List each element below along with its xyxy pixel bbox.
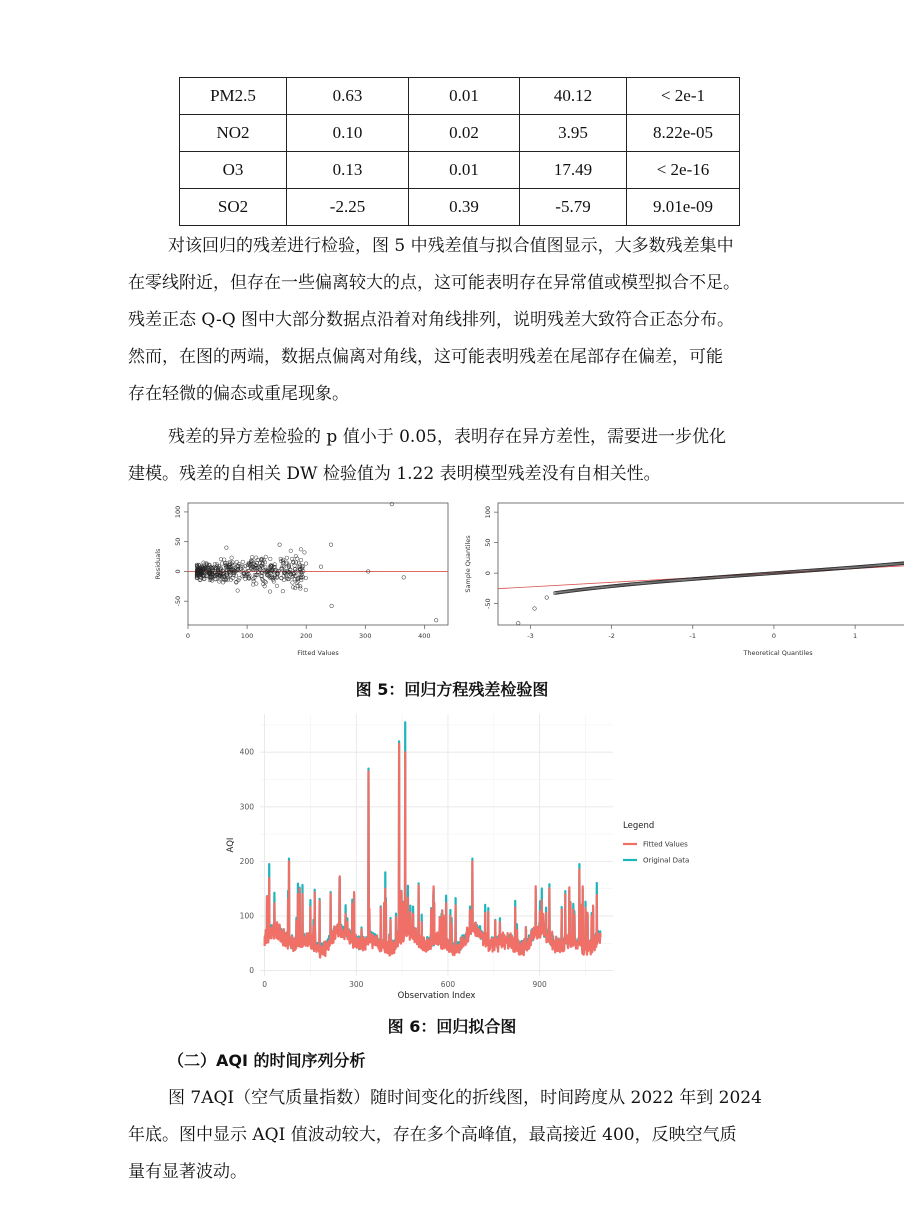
- table-cell: 3.95: [520, 115, 627, 152]
- residual-point: [293, 568, 297, 572]
- table-row: [180, 189, 740, 226]
- qq-y-tick-label: -50: [484, 598, 492, 609]
- residual-point: [235, 560, 239, 564]
- residual-point: [280, 576, 284, 580]
- table-cell: PM2.5: [180, 78, 287, 115]
- residual-point: [293, 586, 297, 590]
- qq-x-tick-label: 1: [853, 632, 858, 640]
- residuals-points: [195, 502, 438, 622]
- table-cell: NO2: [180, 115, 287, 152]
- figure-6-fit-chart: [225, 706, 705, 1002]
- residual-point: [299, 578, 303, 582]
- paragraph-line: 建模。残差的自相关 DW 检验值为 1.22 表明模型残差没有自相关性。: [128, 464, 661, 484]
- residual-point: [304, 588, 308, 592]
- table-cell: 0.39: [409, 189, 520, 226]
- residuals-x-axis-label: Fitted Values: [297, 649, 339, 657]
- aqi-y-tick-label: 0: [249, 966, 254, 976]
- residual-point: [289, 549, 293, 553]
- residual-point: [291, 581, 295, 585]
- table-cell: -2.25: [287, 189, 409, 226]
- residual-point: [293, 577, 297, 581]
- table-cell: 0.13: [287, 152, 409, 189]
- residual-point: [268, 557, 272, 561]
- residual-outlier-point: [278, 543, 282, 547]
- heteroscedasticity-paragraph: [128, 419, 792, 493]
- residuals-x-tick-label: 0: [185, 632, 191, 640]
- residuals-y-tick-label: 100: [174, 505, 182, 519]
- residual-point: [251, 583, 255, 587]
- residual-point: [282, 578, 286, 582]
- paragraph-line: 对该回归的残差进行检验，图 5 中残差值与拟合值图显示，大多数残差集中: [168, 236, 734, 256]
- table-cell: 0.02: [409, 115, 520, 152]
- residuals-y-axis-label: Residuals: [154, 548, 162, 580]
- table-cell: -5.79: [520, 189, 627, 226]
- residual-point: [268, 590, 272, 594]
- residual-point: [217, 580, 221, 584]
- residual-outlier-point: [319, 565, 323, 569]
- qq-tail-point: [516, 621, 520, 625]
- paragraph-line: 图 7AQI（空气质量指数）随时间变化的折线图，时间跨度从 2022 年到 2024: [168, 1088, 762, 1108]
- paragraph-line: 年底。图中显示 AQI 值波动较大，存在多个高峰值，最高接近 400，反映空气质: [128, 1125, 737, 1145]
- residual-outlier-point: [330, 604, 334, 608]
- coefficient-table-body: [180, 78, 740, 226]
- residual-point: [230, 556, 234, 560]
- residuals-x-tick-label: 100: [240, 632, 254, 640]
- qq-x-tick-label: -1: [689, 632, 697, 640]
- table-cell: SO2: [180, 189, 287, 226]
- aqi-x-tick-label: 900: [532, 980, 547, 989]
- residual-point: [275, 584, 279, 588]
- qq-tail-point: [545, 596, 549, 600]
- residual-point: [285, 556, 289, 560]
- qq-y-tick-label: 0: [484, 571, 492, 576]
- time-series-paragraph: [128, 1080, 792, 1191]
- aqi-y-tick-label: 300: [239, 802, 254, 812]
- residual-point: [304, 562, 308, 566]
- paragraph-line: 在零线附近，但存在一些偏离较大的点，这可能表明存在异常值或模型拟合不足。: [128, 273, 740, 293]
- residuals-y-tick-label: 50: [174, 537, 182, 546]
- aqi-y-axis-label: AQI: [226, 837, 236, 853]
- paragraph-line: 残差正态 Q-Q 图中大部分数据点沿着对角线排列，说明残差大致符合正态分布。: [128, 310, 735, 330]
- table-cell: 0.63: [287, 78, 409, 115]
- aqi-y-tick-label: 200: [239, 856, 254, 866]
- qq-y-axis-label: Sample Quantiles: [464, 535, 472, 593]
- paragraph-line: 量有显著波动。: [128, 1162, 247, 1182]
- aqi-x-tick-label: 300: [349, 980, 364, 989]
- table-cell: < 2e-16: [627, 152, 740, 189]
- residual-outlier-point: [225, 546, 229, 550]
- table-row: [180, 152, 740, 189]
- residual-point: [303, 551, 307, 555]
- figure-6-caption: 图 6：回归拟合图: [387, 1017, 517, 1036]
- qq-reference-line: [498, 557, 904, 589]
- paragraph-line: 然而，在图的两端，数据点偏离对角线，这可能表明残差在尾部存在偏差，可能: [128, 347, 723, 367]
- aqi-x-tick-label: 600: [440, 980, 456, 989]
- table-cell: 17.49: [520, 152, 627, 189]
- table-cell: 9.01e-09: [627, 189, 740, 226]
- qq-tail-point: [533, 607, 537, 611]
- residual-point: [241, 560, 245, 564]
- figure-5-caption: 图 5：回归方程残差检验图: [355, 680, 549, 699]
- residual-outlier-point: [329, 543, 333, 547]
- table-cell: 0.01: [409, 78, 520, 115]
- section-heading: （二）AQI 的时间序列分析: [168, 1051, 366, 1070]
- legend-title: Legend: [623, 821, 655, 831]
- residuals-x-tick-label: 200: [299, 632, 313, 640]
- qq-x-tick-label: 0: [771, 632, 777, 640]
- legend-label: Original Data: [643, 856, 690, 865]
- table-cell: 8.22e-05: [627, 115, 740, 152]
- qq-plot-frame: [498, 503, 904, 625]
- residual-point: [264, 555, 268, 559]
- table-row: [180, 78, 740, 115]
- residual-outlier-point: [434, 618, 438, 622]
- qq-y-tick-label: 50: [484, 538, 492, 547]
- residual-analysis-paragraph: [128, 228, 792, 413]
- aqi-x-axis-label: Observation Index: [397, 991, 476, 1001]
- residual-outlier-point: [298, 585, 302, 589]
- residual-point: [281, 589, 285, 593]
- residuals-y-tick-label: 0: [174, 569, 182, 574]
- aqi-y-tick-label: 400: [239, 747, 254, 757]
- residual-point: [291, 586, 295, 590]
- residual-outlier-point: [402, 576, 406, 580]
- aqi-x-tick-label: 0: [262, 980, 267, 989]
- paragraph-line: 存在轻微的偏态或重尾现象。: [128, 384, 349, 404]
- aqi-y-tick-label: 100: [239, 911, 254, 921]
- residual-point: [299, 548, 303, 552]
- table-cell: 0.01: [409, 152, 520, 189]
- qq-x-tick-label: -2: [608, 632, 615, 640]
- residual-point: [250, 555, 254, 559]
- residual-point: [236, 589, 240, 593]
- residuals-x-tick-label: 300: [359, 632, 372, 640]
- table-cell: < 2e-1: [627, 78, 740, 115]
- table-cell: 40.12: [520, 78, 627, 115]
- qq-x-axis-label: Theoretical Quantiles: [743, 649, 813, 657]
- residuals-y-tick-label: -50: [174, 595, 182, 607]
- table-row: [180, 115, 740, 152]
- residual-point: [221, 581, 225, 585]
- figure-5-residual-plots: [152, 497, 858, 665]
- residual-point: [299, 558, 303, 562]
- qq-x-tick-label: -3: [527, 632, 534, 640]
- table-cell: O3: [180, 152, 287, 189]
- legend-label: Fitted Values: [643, 840, 688, 849]
- qq-y-tick-label: 100: [484, 505, 492, 519]
- residuals-x-tick-label: 400: [418, 632, 431, 640]
- coefficient-table: [179, 77, 740, 226]
- qq-points: [516, 502, 904, 625]
- residual-point: [263, 565, 267, 569]
- paragraph-line: 残差的异方差检验的 p 值小于 0.05，表明存在异方差性，需要进一步优化: [168, 427, 726, 447]
- table-cell: 0.10: [287, 115, 409, 152]
